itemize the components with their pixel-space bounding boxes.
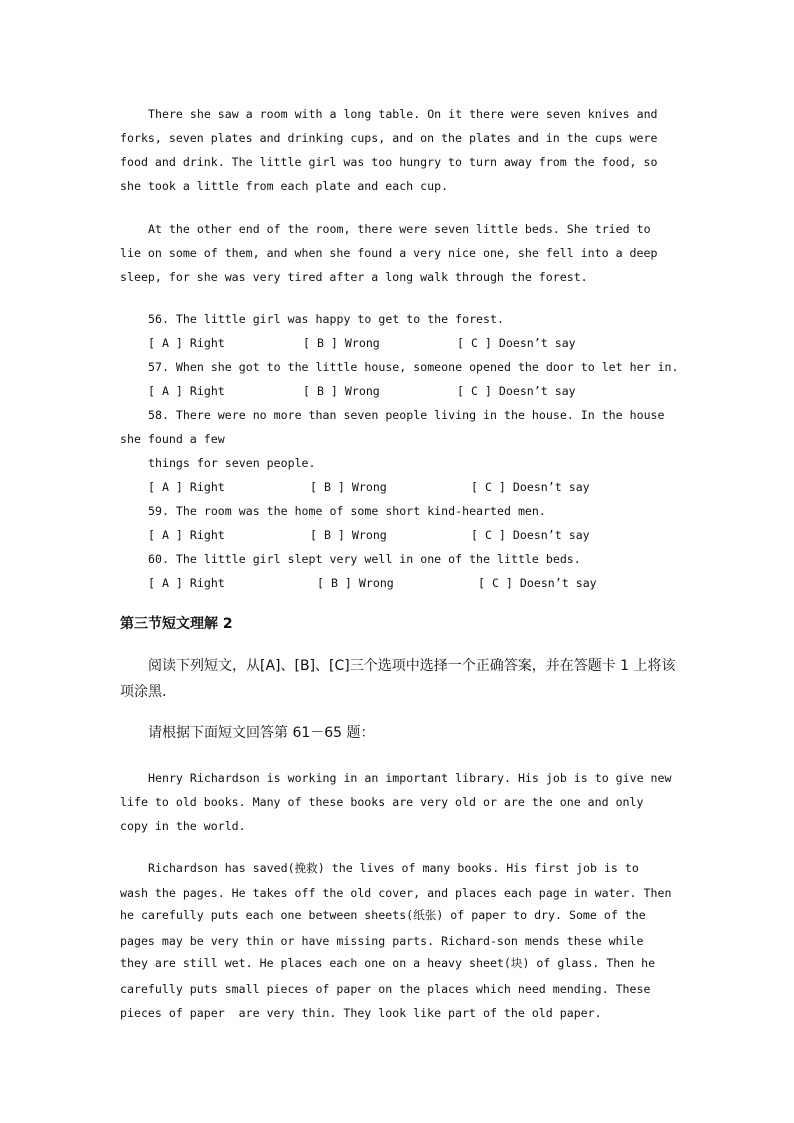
question-57: 57. When she got to the little house, someone opened the door to let her in. [148,360,679,374]
option-a[interactable]: [ A ] Right [148,528,225,542]
passage1-line: At the other end of the room, there were seven little beds. She tried to [148,222,651,236]
option-a[interactable]: [ A ] Right [148,336,225,350]
passage1-line: There she saw a room with a long table. On it there were seven knives and [148,107,658,121]
question-58-continued: she found a few [120,432,225,446]
question-prompt: 请根据下面短文回答第 61－65 题： [148,725,375,741]
question-58-continued: things for seven people. [148,456,316,470]
passage2-line: carefully puts small pieces of paper on the places which need mending. These [120,982,651,996]
option-a[interactable]: [ A ] Right [148,576,225,590]
passage2-line: life to old books. Many of these books are very old or are the one and only [120,795,644,809]
option-c[interactable]: [ C ] Doesn’t say [478,576,597,590]
passage2-line: Richardson has saved(挽救) the lives of many books. His first job is to [148,861,639,875]
instruction-text: 阅读下列短文，从[A]、[B]、[C]三个选项中选择一个正确答案，并在答题卡 1 上将该 [148,658,676,674]
option-b[interactable]: [ B ] Wrong [317,576,394,590]
passage2-line: wash the pages. He takes off the old cover, and places each page in water. Then [120,886,672,900]
question-59: 59. The room was the home of some short kind-hearted men. [148,504,546,518]
passage1-line: lie on some of them, and when she found a very nice one, she fell into a deep [120,246,658,260]
question-60: 60. The little girl slept very well in one of the little beds. [148,552,581,566]
option-a[interactable]: [ A ] Right [148,384,225,398]
option-c[interactable]: [ C ] Doesn’t say [471,480,590,494]
option-c[interactable]: [ C ] Doesn’t say [457,384,576,398]
question-58: 58. There were no more than seven people living in the house. In the house [148,408,665,422]
option-c[interactable]: [ C ] Doesn’t say [457,336,576,350]
section-heading: 第三节短文理解 2 [120,616,233,632]
passage2-line: they are still wet. He places each one on a heavy sheet(块) of glass. Then he [120,956,656,970]
passage1-line: forks, seven plates and drinking cups, and on the plates and in the cups were [120,131,658,145]
option-b[interactable]: [ B ] Wrong [310,528,387,542]
passage1-line: she took a little from each plate and each cup. [120,179,449,193]
option-b[interactable]: [ B ] Wrong [310,480,387,494]
option-c[interactable]: [ C ] Doesn’t say [471,528,590,542]
passage1-line: food and drink. The little girl was too hungry to turn away from the food, so [120,155,658,169]
passage2-line: copy in the world. [120,819,246,833]
passage2-line: he carefully puts each one between sheets(纸张) of paper to dry. Some of the [120,908,646,922]
question-56: 56. The little girl was happy to get to the forest. [148,312,504,326]
passage2-line: Henry Richardson is working in an important library. His job is to give new [148,771,672,785]
passage1-line: sleep, for she was very tired after a long walk through the forest. [120,270,588,284]
option-b[interactable]: [ B ] Wrong [303,336,380,350]
passage2-line: pieces of paper are very thin. They look like part of the old paper. [120,1006,602,1020]
option-a[interactable]: [ A ] Right [148,480,225,494]
option-b[interactable]: [ B ] Wrong [303,384,380,398]
passage2-line: pages may be very thin or have missing parts. Richard-son mends these while [120,934,644,948]
instruction-text: 项涂黑. [120,684,167,700]
